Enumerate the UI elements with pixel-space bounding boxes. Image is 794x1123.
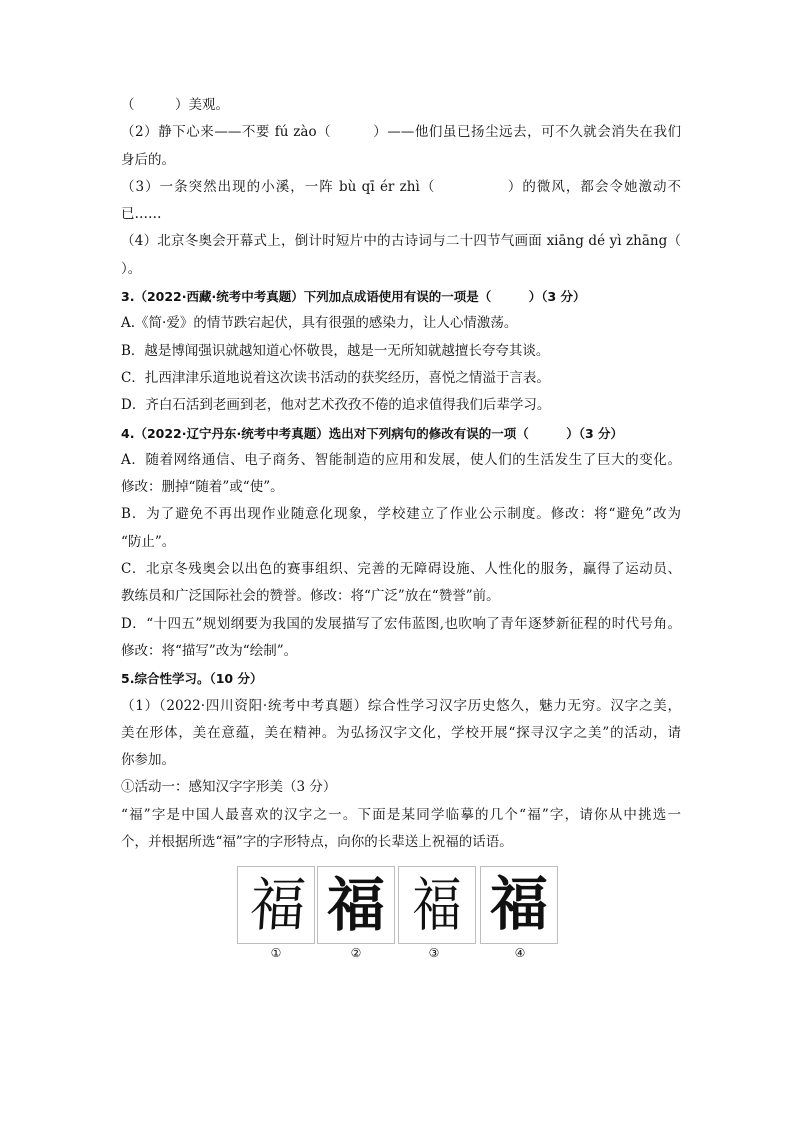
text-line: “防止”。 — [121, 533, 176, 550]
fu-image-2 — [317, 866, 395, 944]
text-line: 身后的。 — [121, 151, 175, 168]
question-4-heading: 4.（2022·辽宁丹东·统考中考真题）选出对下列病句的修改有误的一项（ ）（3 分） — [121, 425, 624, 441]
option-c: C．扎西津津乐道地说着这次读书活动的获奖经历，喜悦之情溢于言表。 — [121, 369, 550, 386]
activity-heading: ①活动一：感知汉字字形美（3 分） — [121, 779, 337, 796]
fu-glyph: 福 — [489, 872, 548, 937]
fu-glyph: 福 — [412, 871, 462, 939]
option-b: B．越是博闻强识就越知道心怀敬畏，越是一无所知就越擅长夸夸其谈。 — [121, 342, 550, 359]
fu-glyph: 福 — [326, 871, 385, 939]
option-d: D．“十四五”规划纲要为我国的发展描写了宏伟蓝图,也吹响了青年逐梦新征程的时代号角。 — [121, 615, 681, 632]
text-line: （2）静下心来——不要 fú zào（ ）——他们虽已扬尘远去，可不久就会消失在我们 — [121, 124, 681, 141]
question-5-heading: 5.综合性学习。（10 分） — [121, 671, 263, 687]
option-a: A．随着网络通信、电子商务、智能制造的应用和发展，使人们的生活发生了巨大的变化。 — [121, 451, 681, 468]
text-line: （3）一条突然出现的小溪，一阵 bù qī ér zhì（ ）的微风，都会令她激动不 — [121, 178, 681, 195]
option-c: C．北京冬残奥会以出色的赛事组织、完善的无障碍设施、人性化的服务，赢得了运动员、 — [121, 561, 681, 578]
text-line: 个，并根据所选“福”字的字形特点，向你的长辈送上祝福的话语。 — [121, 834, 513, 851]
question-3-heading: 3.（2022·西藏·统考中考真题）下列加点成语使用有误的一项是（ ）（3 分） — [121, 289, 586, 305]
fu-image-4 — [480, 866, 558, 944]
text-line: 教练员和广泛国际社会的赞誉。修改：将“广泛”放在“赞誉”前。 — [121, 588, 500, 605]
fu-image-3 — [398, 866, 476, 944]
text-line: （ ）美观。 — [121, 97, 229, 113]
text-line: 修改：将“描写”改为“绘制”。 — [121, 642, 298, 659]
text-line: （4）北京冬奥会开幕式上，倒计时短片中的古诗词与二十四节气画面 xiāng dé yì zhāng（ — [121, 233, 681, 250]
text-line: “福”字是中国人最喜欢的汉字之一。下面是某同学临摹的几个“福”字，请你从中挑选一 — [121, 806, 681, 823]
caption-4: ④ — [514, 946, 526, 960]
text-line: 美在形体，美在意蕴，美在精神。为弘扬汉字文化，学校开展“探寻汉字之美”的活动，请 — [121, 724, 681, 741]
text-line: （1）（2022·四川资阳·统考中考真题）综合性学习汉字历史悠久，魅力无穷。汉字之美， — [121, 697, 681, 714]
caption-2: ② — [350, 946, 362, 960]
question-text — [121, 92, 681, 856]
fu-glyph: 福 — [248, 871, 304, 939]
option-a: A.《简·爱》的情节跌宕起伏，具有很强的感染力，让人心情激荡。 — [121, 315, 518, 332]
text-line: 已…… — [121, 206, 162, 223]
caption-1: ① — [270, 946, 282, 960]
fu-image-1 — [237, 866, 315, 944]
fu-character-figure — [237, 866, 561, 966]
option-b: B．为了避免不再出现作业随意化现象，学校建立了作业公示制度。修改：将“避免”改为 — [121, 506, 681, 523]
text-line: ）。 — [121, 260, 142, 277]
option-d: D．齐白石活到老画到老，他对艺术孜孜不倦的追求值得我们后辈学习。 — [121, 397, 551, 414]
text-line: 修改：删掉“随着”或“使”。 — [121, 479, 284, 496]
caption-3: ③ — [428, 946, 440, 960]
text-line: 你参加。 — [121, 752, 175, 769]
